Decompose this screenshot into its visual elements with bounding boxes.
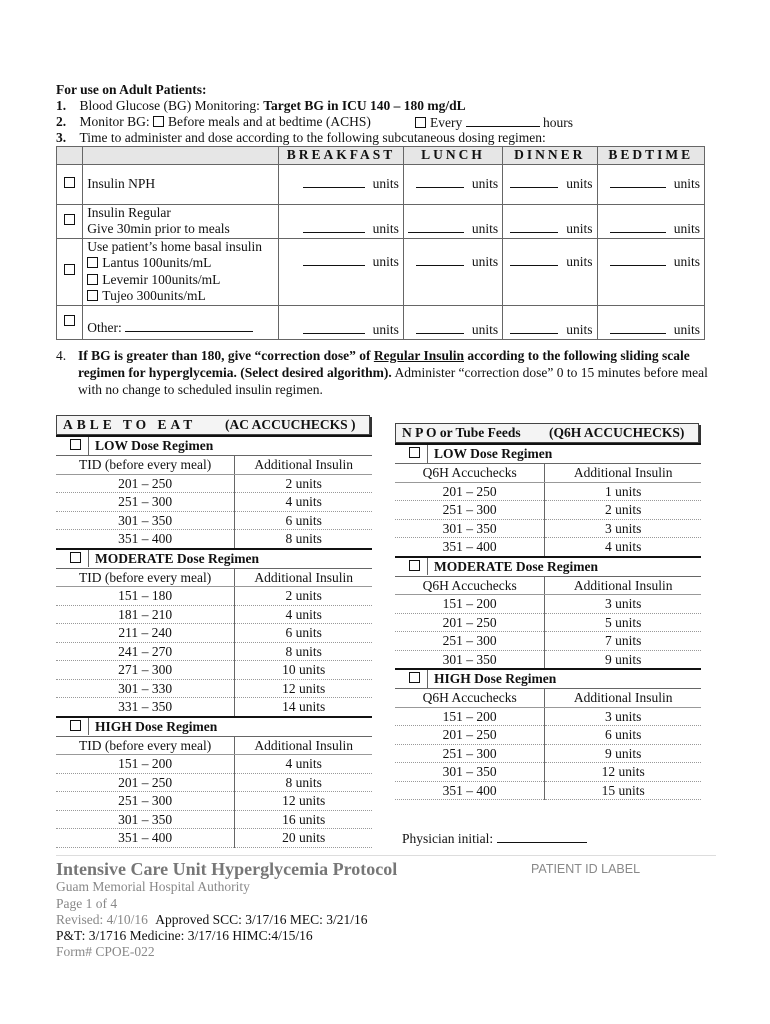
regular-line-1: Insulin Regular bbox=[87, 204, 171, 220]
eat-regimen-1-checkbox-cell[interactable] bbox=[62, 550, 89, 568]
nph-checkbox[interactable] bbox=[64, 177, 75, 188]
npo-regimen-1-row[interactable] bbox=[395, 557, 701, 577]
bg-range-cell: 301 – 350 bbox=[395, 650, 545, 669]
footer-revised-line bbox=[56, 912, 368, 928]
insulin-units-cell: 12 units bbox=[545, 763, 701, 782]
npo-title: N P O or Tube Feeds bbox=[402, 425, 521, 440]
npo-regimen-0-checkbox[interactable] bbox=[409, 447, 420, 458]
basal-line-1: Use patient’s home basal insulin bbox=[87, 238, 263, 254]
table-row bbox=[395, 538, 701, 557]
npo-header bbox=[395, 423, 699, 443]
npo-regimen-2-col1-header: Q6H Accuchecks bbox=[395, 689, 545, 708]
eat-regimen-1-col2-header: Additional Insulin bbox=[235, 568, 372, 587]
npo-table bbox=[395, 443, 701, 800]
insulin-units-cell: 2 units bbox=[545, 501, 701, 520]
table-row bbox=[395, 707, 701, 726]
bg-range-cell: 351 – 400 bbox=[56, 530, 235, 549]
eat-regimen-1-column-header-row bbox=[56, 568, 372, 587]
table-row bbox=[56, 679, 372, 698]
table-row bbox=[395, 763, 701, 782]
table-row bbox=[56, 792, 372, 811]
table-row bbox=[56, 587, 372, 606]
eat-regimen-2-col2-header: Additional Insulin bbox=[235, 736, 372, 755]
bg-range-cell: 201 – 250 bbox=[395, 613, 545, 632]
bg-range-cell: 251 – 300 bbox=[395, 744, 545, 763]
insulin-units-cell: 2 units bbox=[235, 474, 372, 493]
table-row bbox=[395, 482, 701, 501]
insulin-units-cell: 20 units bbox=[235, 829, 372, 848]
eat-regimen-0-name: LOW Dose Regimen bbox=[95, 438, 214, 454]
table-row bbox=[395, 650, 701, 669]
npo-regimen-2-title-cell[interactable] bbox=[395, 669, 701, 689]
npo-regimen-0-column-header-row bbox=[395, 464, 701, 483]
table-row bbox=[56, 642, 372, 661]
insulin-units-cell: 9 units bbox=[545, 650, 701, 669]
item-4 bbox=[56, 347, 716, 397]
npo-regimen-0-col1-header: Q6H Accuchecks bbox=[395, 464, 545, 483]
insulin-units-cell: 4 units bbox=[235, 755, 372, 774]
table-row bbox=[395, 726, 701, 745]
other-label: Other: bbox=[83, 305, 279, 339]
eat-regimen-1-title-cell[interactable] bbox=[56, 549, 372, 569]
bg-range-cell: 351 – 400 bbox=[395, 781, 545, 800]
table-row bbox=[56, 605, 372, 624]
npo-regimen-2-checkbox[interactable] bbox=[409, 672, 420, 683]
insulin-units-cell: 4 units bbox=[235, 605, 372, 624]
every-hours-option bbox=[415, 114, 573, 131]
npo-regimen-2-checkbox-cell[interactable] bbox=[401, 670, 428, 688]
npo-regimen-1-name: MODERATE Dose Regimen bbox=[434, 558, 598, 574]
nph-bedtime[interactable]: units bbox=[597, 164, 704, 204]
table-row bbox=[56, 810, 372, 829]
npo-subtitle: (Q6H ACCUCHECKS) bbox=[549, 425, 685, 440]
eat-regimen-2-title-cell[interactable] bbox=[56, 717, 372, 737]
col-bedtime: BEDTIME bbox=[597, 147, 704, 165]
table-row bbox=[56, 474, 372, 493]
levemir-option[interactable]: Levemir 100units/mL bbox=[87, 272, 274, 289]
item-3-number: 3. bbox=[56, 130, 67, 145]
footer-org: Guam Memorial Hospital Authority bbox=[56, 879, 250, 894]
item-1-number: 1. bbox=[56, 98, 67, 113]
insulin-units-cell: 3 units bbox=[545, 707, 701, 726]
hours-field[interactable] bbox=[466, 114, 540, 127]
intro-heading: For use on Adult Patients: bbox=[56, 82, 207, 97]
basal-dinner[interactable]: units bbox=[503, 238, 597, 305]
bg-range-cell: 301 – 350 bbox=[56, 511, 235, 530]
insulin-units-cell: 1 units bbox=[545, 482, 701, 501]
table-row bbox=[56, 530, 372, 549]
eat-regimen-1-col1-header: TID (before every meal) bbox=[56, 568, 235, 587]
eat-regimen-2-checkbox-cell[interactable] bbox=[62, 718, 89, 736]
basal-label bbox=[83, 238, 279, 305]
npo-regimen-1-checkbox[interactable] bbox=[409, 560, 420, 571]
footer-page: Page 1 of 4 bbox=[56, 896, 118, 911]
table-row bbox=[56, 829, 372, 848]
bg-range-cell: 301 – 350 bbox=[395, 519, 545, 538]
bg-range-cell: 251 – 300 bbox=[56, 493, 235, 512]
other-breakfast[interactable]: units bbox=[279, 305, 404, 339]
npo-regimen-1-checkbox-cell[interactable] bbox=[401, 558, 428, 576]
npo-regimen-0-title-cell[interactable] bbox=[395, 444, 701, 464]
table-row bbox=[395, 501, 701, 520]
regular-label bbox=[83, 204, 279, 238]
achs-label: Before meals and at bedtime (ACHS) bbox=[168, 114, 371, 129]
insulin-units-cell: 12 units bbox=[235, 792, 372, 811]
nph-dinner[interactable]: units bbox=[503, 164, 597, 204]
npo-regimen-2-column-header-row bbox=[395, 689, 701, 708]
eat-regimen-0-title-cell[interactable] bbox=[56, 436, 372, 456]
bg-range-cell: 301 – 350 bbox=[395, 763, 545, 782]
footer-title: Intensive Care Unit Hyperglycemia Protocol bbox=[56, 859, 398, 879]
lantus-option[interactable]: Lantus 100units/mL bbox=[87, 255, 274, 272]
insulin-units-cell: 6 units bbox=[545, 726, 701, 745]
other-bedtime[interactable]: units bbox=[597, 305, 704, 339]
eat-regimen-1-row[interactable] bbox=[56, 549, 372, 569]
able-to-eat-title: ABLE TO EAT bbox=[63, 417, 197, 432]
bg-range-cell: 151 – 180 bbox=[56, 587, 235, 606]
insulin-units-cell: 6 units bbox=[235, 624, 372, 643]
item-2 bbox=[56, 114, 696, 130]
insulin-units-cell: 4 units bbox=[235, 493, 372, 512]
insulin-units-cell: 9 units bbox=[545, 744, 701, 763]
table-row bbox=[56, 698, 372, 717]
footer-revised: Revised: 4/10/16 bbox=[56, 912, 148, 927]
eat-regimen-0-col2-header: Additional Insulin bbox=[235, 456, 372, 475]
bg-range-cell: 201 – 250 bbox=[56, 773, 235, 792]
footer-approved: Approved SCC: 3/17/16 MEC: 3/21/16 bbox=[155, 912, 368, 927]
footer-pt: P&T: 3/1716 Medicine: 3/17/16 HIMC:4/15/16 bbox=[56, 928, 313, 943]
other-checkbox-cell[interactable] bbox=[57, 305, 83, 339]
dosing-header-row bbox=[57, 147, 705, 165]
eat-regimen-0-col1-header: TID (before every meal) bbox=[56, 456, 235, 475]
insulin-units-cell: 10 units bbox=[235, 661, 372, 680]
npo-regimen-1-col2-header: Additional Insulin bbox=[545, 576, 701, 595]
bg-range-cell: 211 – 240 bbox=[56, 624, 235, 643]
table-row bbox=[395, 519, 701, 538]
insulin-units-cell: 15 units bbox=[545, 781, 701, 800]
npo-regimen-1-col1-header: Q6H Accuchecks bbox=[395, 576, 545, 595]
item-3 bbox=[56, 130, 546, 146]
insulin-units-cell: 6 units bbox=[235, 511, 372, 530]
able-to-eat-subtitle: (AC ACCUCHECKS ) bbox=[225, 417, 356, 432]
able-to-eat-header bbox=[56, 415, 370, 435]
header-blank-label bbox=[83, 147, 279, 165]
npo-regimen-2-row[interactable] bbox=[395, 669, 701, 689]
item-4-text: If BG is greater than 180, give “correction dose” of Regular Insulin according to the following sliding scale regimen for hyperglycemia. (Select desired algorithm). Administer “correction dose” 0 to 15 minutes before meal with no change to scheduled insulin regimen. bbox=[78, 348, 708, 397]
col-dinner: DINNER bbox=[503, 147, 597, 165]
npo-regimen-2-name: HIGH Dose Regimen bbox=[434, 671, 557, 687]
npo-regimen-0-row[interactable] bbox=[395, 444, 701, 464]
header-blank-check bbox=[57, 147, 83, 165]
insulin-units-cell: 5 units bbox=[545, 613, 701, 632]
insulin-units-cell: 3 units bbox=[545, 519, 701, 538]
basal-checkbox[interactable] bbox=[64, 264, 75, 275]
eat-regimen-1-checkbox[interactable] bbox=[70, 552, 81, 563]
physician-initial-label: Physician initial: bbox=[402, 831, 494, 846]
basal-lunch[interactable]: units bbox=[403, 238, 502, 305]
table-row bbox=[395, 632, 701, 651]
item-2-text: Monitor BG: bbox=[79, 114, 154, 129]
regular-dinner[interactable]: units bbox=[503, 204, 597, 238]
row-other bbox=[57, 305, 705, 339]
bg-range-cell: 351 – 400 bbox=[395, 538, 545, 557]
bg-range-cell: 251 – 300 bbox=[56, 792, 235, 811]
physician-initial-field[interactable] bbox=[497, 830, 587, 843]
able-to-eat-table bbox=[56, 435, 372, 848]
every-label: Every bbox=[430, 115, 463, 130]
regular-line-2: Give 30min prior to meals bbox=[87, 221, 230, 236]
eat-regimen-0-checkbox-cell[interactable] bbox=[62, 437, 89, 455]
physician-initial bbox=[402, 830, 587, 847]
other-lunch[interactable]: units bbox=[403, 305, 502, 339]
insulin-units-cell: 8 units bbox=[235, 773, 372, 792]
other-field[interactable] bbox=[125, 319, 253, 332]
insulin-units-cell: 14 units bbox=[235, 698, 372, 717]
bg-range-cell: 151 – 200 bbox=[395, 595, 545, 614]
bg-range-cell: 151 – 200 bbox=[395, 707, 545, 726]
insulin-units-cell: 8 units bbox=[235, 530, 372, 549]
bg-range-cell: 271 – 300 bbox=[56, 661, 235, 680]
nph-lunch[interactable]: units bbox=[403, 164, 502, 204]
col-breakfast: BREAKFAST bbox=[279, 147, 404, 165]
eat-regimen-1-name: MODERATE Dose Regimen bbox=[95, 550, 259, 566]
regular-bedtime[interactable]: units bbox=[597, 204, 704, 238]
npo-regimen-1-title-cell[interactable] bbox=[395, 557, 701, 577]
regular-checkbox-cell[interactable] bbox=[57, 204, 83, 238]
insulin-units-cell: 8 units bbox=[235, 642, 372, 661]
basal-checkbox-cell[interactable] bbox=[57, 238, 83, 305]
every-hours-checkbox[interactable] bbox=[415, 117, 426, 128]
eat-regimen-0-row[interactable] bbox=[56, 436, 372, 456]
bg-range-cell: 201 – 250 bbox=[395, 482, 545, 501]
bg-range-cell: 331 – 350 bbox=[56, 698, 235, 717]
bg-range-cell: 251 – 300 bbox=[395, 632, 545, 651]
col-lunch: LUNCH bbox=[403, 147, 502, 165]
regular-breakfast[interactable]: units bbox=[279, 204, 404, 238]
eat-regimen-2-column-header-row bbox=[56, 736, 372, 755]
bg-range-cell: 351 – 400 bbox=[56, 829, 235, 848]
footer-form: Form# CPOE-022 bbox=[56, 944, 155, 959]
basal-breakfast[interactable]: units bbox=[279, 238, 404, 305]
bg-range-cell: 201 – 250 bbox=[395, 726, 545, 745]
tujeo-checkbox[interactable] bbox=[87, 290, 98, 301]
item-1-target: Target BG in ICU 140 – 180 mg/dL bbox=[263, 98, 466, 113]
other-checkbox[interactable] bbox=[64, 315, 75, 326]
nph-checkbox-cell[interactable] bbox=[57, 164, 83, 204]
item-4-number: 4. bbox=[56, 348, 67, 363]
row-regular bbox=[57, 204, 705, 238]
table-row bbox=[56, 773, 372, 792]
bg-range-cell: 301 – 330 bbox=[56, 679, 235, 698]
patient-id-label: PATIENT ID LABEL bbox=[531, 862, 641, 876]
bg-range-cell: 151 – 200 bbox=[56, 755, 235, 774]
npo-regimen-0-checkbox-cell[interactable] bbox=[401, 445, 428, 463]
achs-checkbox[interactable] bbox=[153, 116, 164, 127]
bg-range-cell: 201 – 250 bbox=[56, 474, 235, 493]
table-row bbox=[56, 624, 372, 643]
hours-label: hours bbox=[542, 115, 573, 130]
dosing-table bbox=[56, 146, 705, 340]
bg-range-cell: 301 – 350 bbox=[56, 810, 235, 829]
row-nph bbox=[57, 164, 705, 204]
bg-range-cell: 251 – 300 bbox=[395, 501, 545, 520]
eat-regimen-2-col1-header: TID (before every meal) bbox=[56, 736, 235, 755]
levemir-checkbox[interactable] bbox=[87, 274, 98, 285]
item-1-text: Blood Glucose (BG) Monitoring: bbox=[79, 98, 264, 113]
table-row bbox=[395, 595, 701, 614]
eat-regimen-2-checkbox[interactable] bbox=[70, 720, 81, 731]
eat-regimen-0-column-header-row bbox=[56, 456, 372, 475]
table-row bbox=[56, 755, 372, 774]
item-3-text: Time to administer and dose according to the following subcutaneous dosing regimen: bbox=[79, 130, 546, 145]
eat-regimen-2-name: HIGH Dose Regimen bbox=[95, 718, 218, 734]
table-row bbox=[56, 661, 372, 680]
item-2-number: 2. bbox=[56, 114, 67, 129]
insulin-units-cell: 3 units bbox=[545, 595, 701, 614]
nph-breakfast[interactable]: units bbox=[279, 164, 404, 204]
regular-lunch[interactable]: units bbox=[403, 204, 502, 238]
other-dinner[interactable]: units bbox=[503, 305, 597, 339]
insulin-units-cell: 16 units bbox=[235, 810, 372, 829]
bg-range-cell: 181 – 210 bbox=[56, 605, 235, 624]
npo-regimen-0-name: LOW Dose Regimen bbox=[434, 446, 553, 462]
npo-regimen-0-col2-header: Additional Insulin bbox=[545, 464, 701, 483]
footer-rule bbox=[56, 855, 716, 856]
table-row bbox=[395, 613, 701, 632]
tujeo-option[interactable]: Tujeo 300units/mL bbox=[87, 288, 274, 305]
eat-regimen-0-checkbox[interactable] bbox=[70, 439, 81, 450]
npo-regimen-1-column-header-row bbox=[395, 576, 701, 595]
table-row bbox=[56, 511, 372, 530]
nph-label: Insulin NPH bbox=[83, 164, 279, 204]
insulin-units-cell: 4 units bbox=[545, 538, 701, 557]
item-1 bbox=[56, 98, 466, 114]
eat-regimen-2-row[interactable] bbox=[56, 717, 372, 737]
bg-range-cell: 241 – 270 bbox=[56, 642, 235, 661]
table-row bbox=[395, 744, 701, 763]
regular-checkbox[interactable] bbox=[64, 214, 75, 225]
lantus-checkbox[interactable] bbox=[87, 257, 98, 268]
table-row bbox=[395, 781, 701, 800]
insulin-units-cell: 2 units bbox=[235, 587, 372, 606]
insulin-units-cell: 12 units bbox=[235, 679, 372, 698]
npo-regimen-2-col2-header: Additional Insulin bbox=[545, 689, 701, 708]
table-row bbox=[56, 493, 372, 512]
insulin-units-cell: 7 units bbox=[545, 632, 701, 651]
row-basal bbox=[57, 238, 705, 305]
basal-bedtime[interactable]: units bbox=[597, 238, 704, 305]
